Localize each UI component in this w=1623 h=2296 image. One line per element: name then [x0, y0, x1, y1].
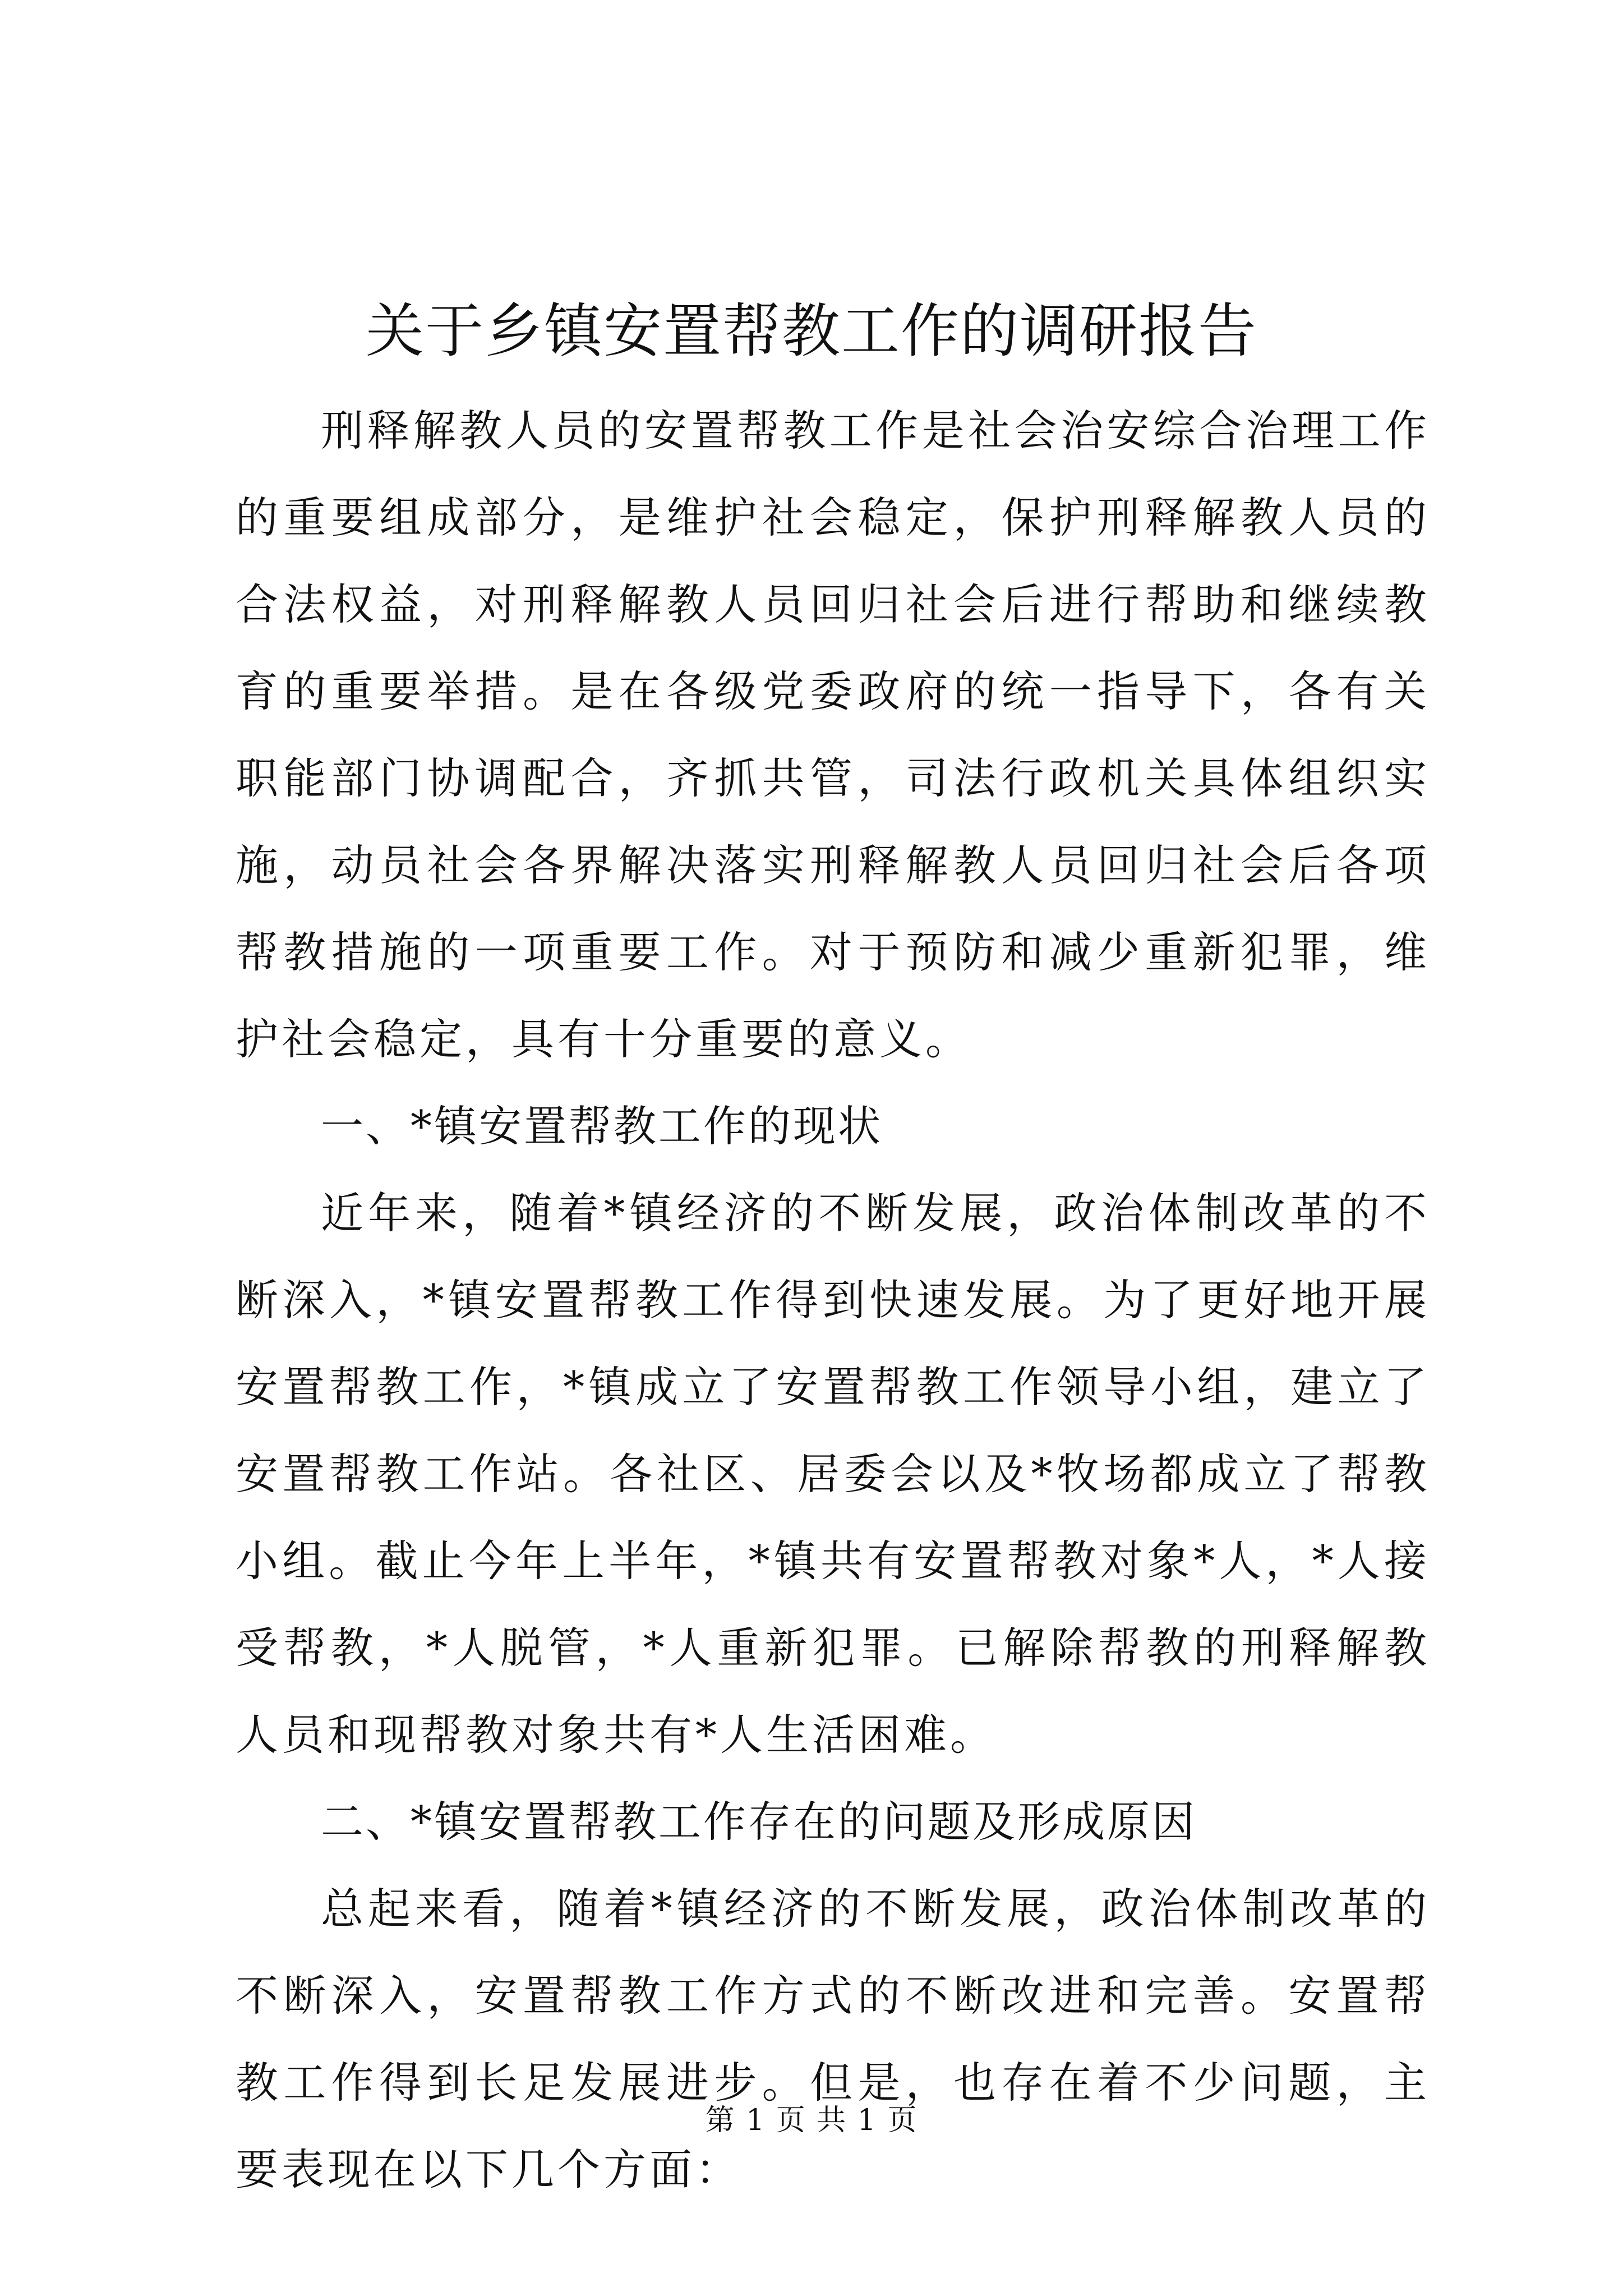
page-footer: 第 1 页 共 1 页 [705, 2104, 918, 2137]
paragraph-status: 近年来，随着*镇经济的不断发展，政治体制改革的不断深入，*镇安置帮教工作得到快速发展。为了更好地开展安置帮教工作，*镇成立了安置帮教工作领导小组，建立了安置帮教工作站。各社区、居委会以及*牧场都成立了帮教小组。截止今年上半年，*镇共有安置帮教对象*人，*人接受帮教，*人脱管，*人重新犯罪。已解除帮教的刑释解教人员和现帮教对象共有*人生活困难。 [236, 1188, 1430, 1760]
document-title: 关于乡镇安置帮教工作的调研报告 [365, 297, 1257, 365]
paragraph-problems: 总起来看，随着*镇经济的不断发展，政治体制改革的不断深入，安置帮教工作方式的不断改进和完善。安置帮教工作得到长足发展进步。但是，也存在着不少问题，主要表现在以下几个方面： [236, 1884, 1430, 2194]
paragraph-intro: 刑释解教人员的安置帮教工作是社会治安综合治理工作的重要组成部分，是维护社会稳定，保护刑释解教人员的合法权益，对刑释解教人员回归社会后进行帮助和继续教育的重要举措。是在各级党委政府的统一指导下，各有关职能部门协调配合，齐抓共管，司法行政机关具体组织实施，动员社会各界解决落实刑释解教人员回归社会后各项帮教措施的一项重要工作。对于预防和减少重新犯罪，维护社会稳定，具有十分重要的意义。 [236, 406, 1430, 1064]
section-heading-1: 一、*镇安置帮教工作的现状 [321, 1101, 883, 1151]
document-body [236, 387, 1430, 2213]
section-heading-2: 二、*镇安置帮教工作存在的问题及形成原因 [321, 1797, 1197, 1847]
